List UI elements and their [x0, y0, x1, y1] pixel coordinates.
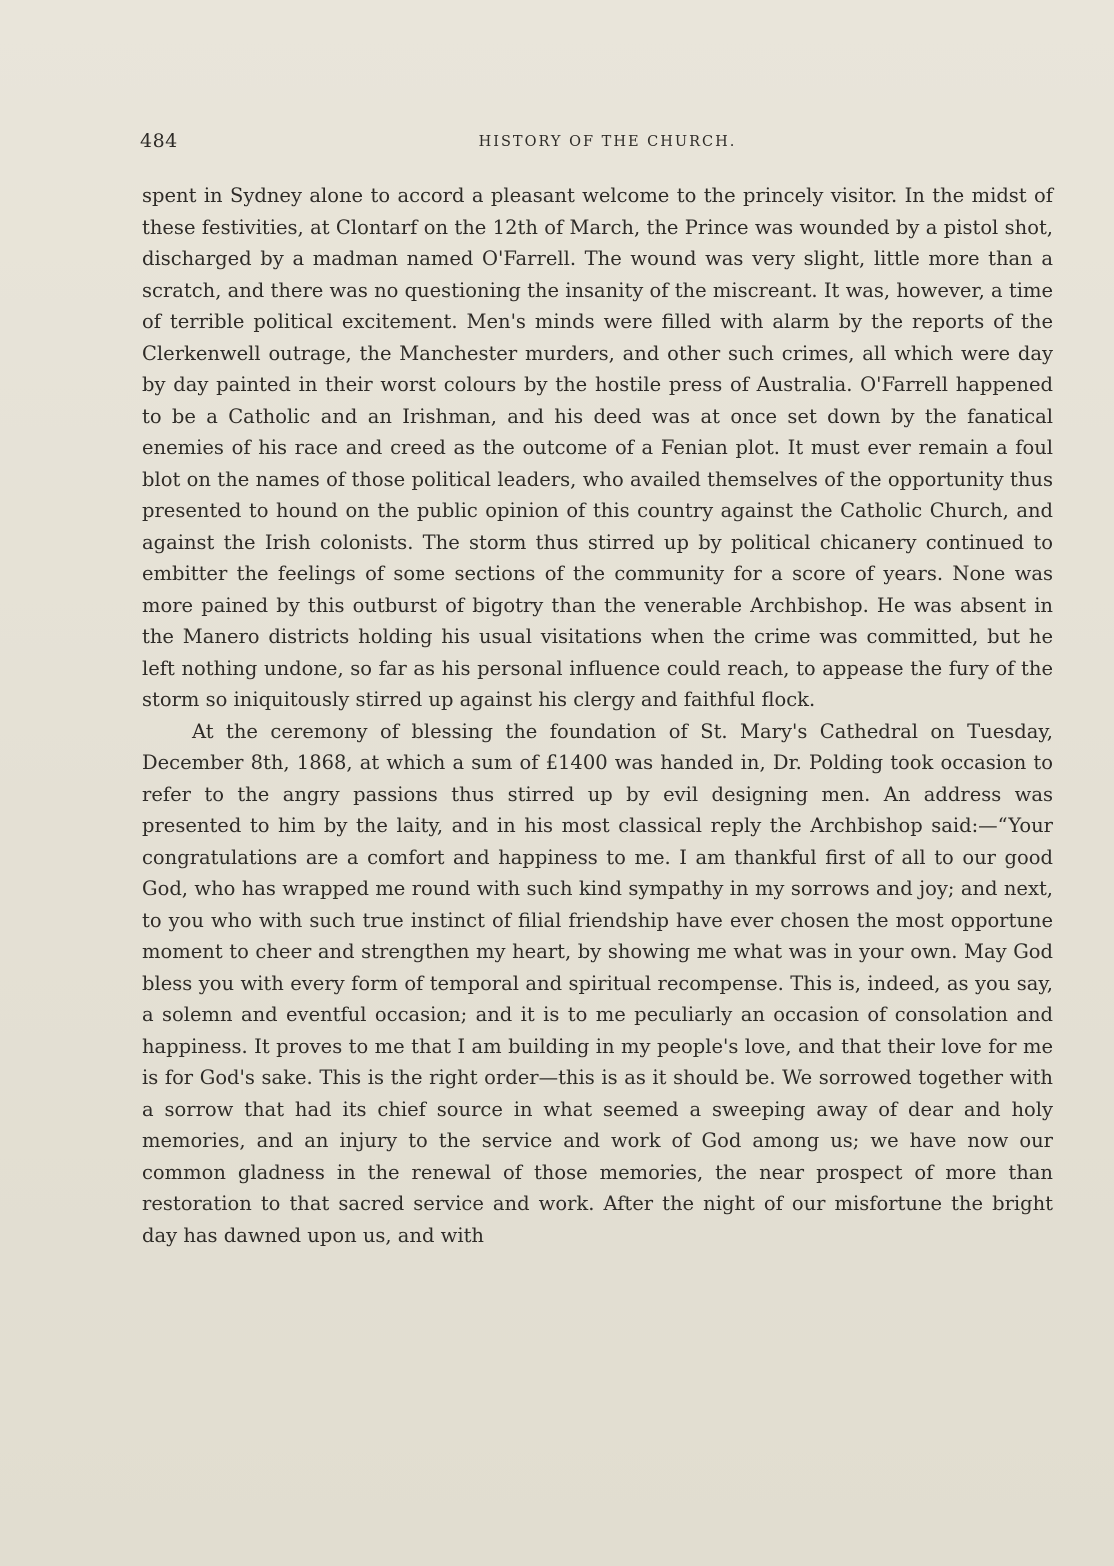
running-head [140, 130, 1055, 158]
paragraph-continued: spent in Sydney alone to accord a pleasant welcome to the princely visitor. In the midst of these festivities, at Clontarf on the 12th of March, the Prince was wounded by a pistol shot, discharged by a madman named O'Farrell. The wound was very slight, little more than a scratch, and there was no questioning the insanity of the miscreant. It was, however, a time of terrible political excitement. Men's minds were filled with alarm by the reports of the Clerkenwell outrage, the Manchester murders, and other such crimes, all which were day by day painted in their worst colours by the hostile press of Australia. O'Farrell happened to be a Catholic and an Irishman, and his deed was at once set down by the fanatical enemies of his race and creed as the outcome of a Fenian plot. It must ever remain a foul blot on the names of those political leaders, who availed themselves of the opportunity thus presented to hound on the public opinion of this country against the Catholic Church, and against the Irish colonists. The storm thus stirred up by political chicanery continued to embitter the feelings of some sections of the community for a score of years. None was more pained by this outburst of bigotry than the venerable Archbishop. He was absent in the Manero districts holding his usual visitations when the crime was committed, but he left nothing undone, so far as his personal influence could reach, to appease the fury of the storm so iniquitously stirred up against his clergy and faithful flock. [142, 184, 1053, 711]
page-number: 484 [140, 130, 178, 152]
paragraph-ceremony: At the ceremony of blessing the foundation of St. Mary's Cathedral on Tuesday, December 8th, 1868, at which a sum of £1400 was handed in, Dr. Polding took occasion to refer to the angry passions thus stirred up by evil designing men. An address was presented to him by the laity, and in his most classical reply the Archbishop said:—“Your congratulations are a comfort and happiness to me. I am thankful first of all to our good God, who has wrapped me round with such kind sympathy in my sorrows and joy; and next, to you who with such true instinct of filial friendship have ever chosen the most opportune moment to cheer and strengthen my heart, by showing me what was in your own. May God bless you with every form of temporal and spiritual recompense. This is, indeed, as you say, a solemn and eventful occasion; and it is to me peculiarly an occasion of consolation and happiness. It proves to me that I am building in my people's love, and that their love for me is for God's sake. This is the right order—this is as it should be. We sorrowed together with a sorrow that had its chief source in what seemed a sweeping away of dear and holy memories, and an injury to the service and work of God among us; we have now our common gladness in the renewal of those memories, the near prospect of more than restoration to that sacred service and work. After the night of our misfortune the bright day has dawned upon us, and with [142, 719, 1053, 1247]
running-title: HISTORY OF THE CHURCH. [478, 134, 737, 150]
body-text [142, 180, 1053, 1251]
